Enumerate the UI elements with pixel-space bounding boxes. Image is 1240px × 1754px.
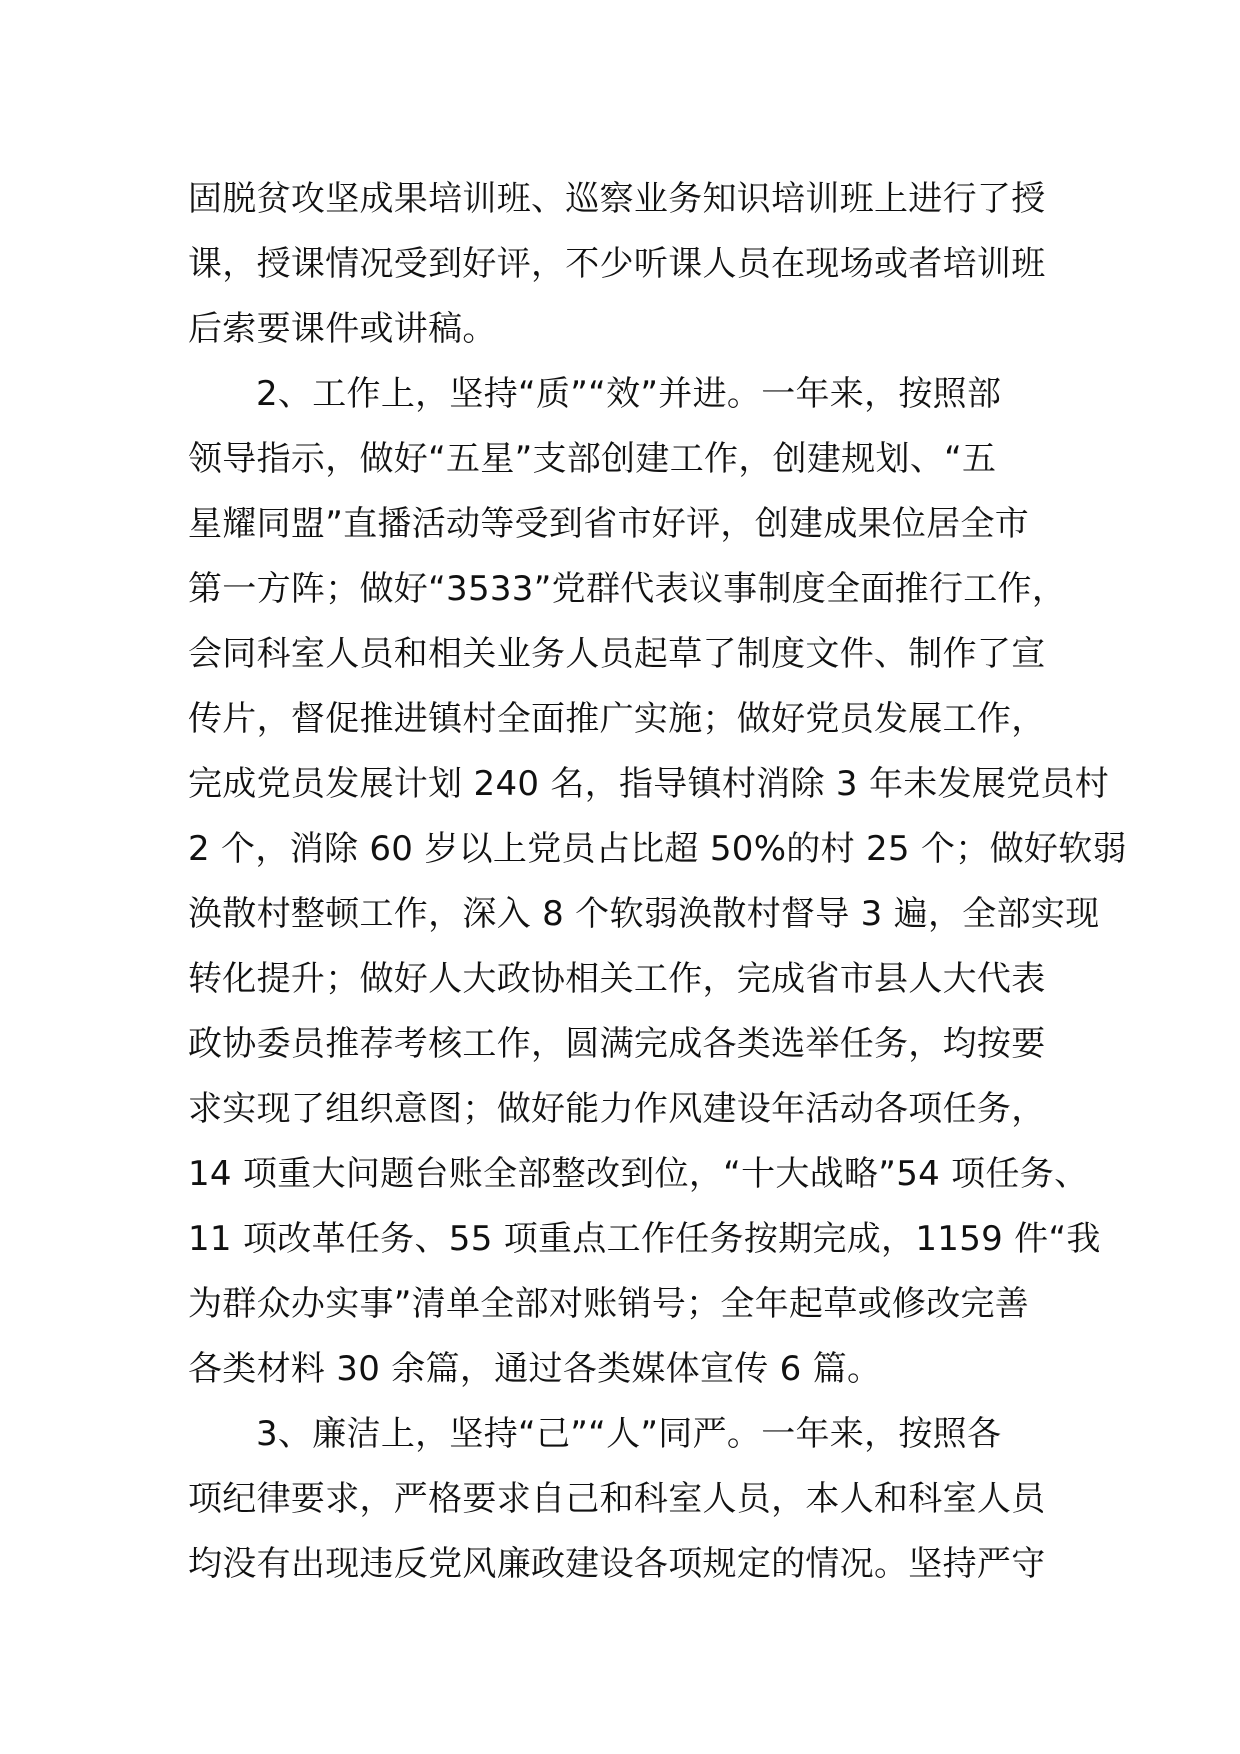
text-line: 11 项改革任务、55 项重点工作任务按期完成，1159 件“我 [188, 1219, 1101, 1259]
text-line: 课，授课情况受到好评，不少听课人员在现场或者培训班 [188, 244, 1046, 284]
text-line: 项纪律要求，严格要求自己和科室人员，本人和科室人员 [188, 1479, 1046, 1519]
paragraph-3-first-line: 3、廉洁上，坚持“己”“人”同严。一年来，按照各 [256, 1414, 1002, 1454]
text-line: 求实现了组织意图；做好能力作风建设年活动各项任务， [188, 1089, 1046, 1129]
text-line: 会同科室人员和相关业务人员起草了制度文件、制作了宣 [188, 634, 1046, 674]
text-line: 政协委员推荐考核工作，圆满完成各类选举任务，均按要 [188, 1024, 1046, 1064]
text-line: 转化提升；做好人大政协相关工作，完成省市县人大代表 [188, 959, 1046, 999]
text-line: 各类材料 30 余篇，通过各类媒体宣传 6 篇。 [188, 1349, 882, 1389]
text-line: 完成党员发展计划 240 名，指导镇村消除 3 年未发展党员村 [188, 764, 1110, 804]
text-line: 固脱贫攻坚成果培训班、巡察业务知识培训班上进行了授 [188, 179, 1046, 219]
document-body [188, 167, 1127, 1597]
text-line: 后索要课件或讲稿。 [188, 309, 497, 349]
text-line: 为群众办实事”清单全部对账销号；全年起草或修改完善 [188, 1284, 1030, 1324]
text-line: 第一方阵；做好“3533”党群代表议事制度全面推行工作， [188, 569, 1067, 609]
paragraph-2-first-line: 2、工作上，坚持“质”“效”并进。一年来，按照部 [256, 374, 1002, 414]
text-line: 涣散村整顿工作，深入 8 个软弱涣散村督导 3 遍，全部实现 [188, 894, 1100, 934]
text-line: 14 项重大问题台账全部整改到位，“十大战略”54 项任务、 [188, 1154, 1089, 1194]
text-line: 星耀同盟”直播活动等受到省市好评，创建成果位居全市 [188, 504, 1030, 544]
text-line: 领导指示，做好“五星”支部创建工作，创建规划、“五 [188, 439, 997, 479]
text-line: 均没有出现违反党风廉政建设各项规定的情况。坚持严守 [188, 1544, 1046, 1584]
text-line: 2 个，消除 60 岁以上党员占比超 50%的村 25 个；做好软弱 [188, 829, 1127, 869]
text-line: 传片，督促推进镇村全面推广实施；做好党员发展工作， [188, 699, 1046, 739]
